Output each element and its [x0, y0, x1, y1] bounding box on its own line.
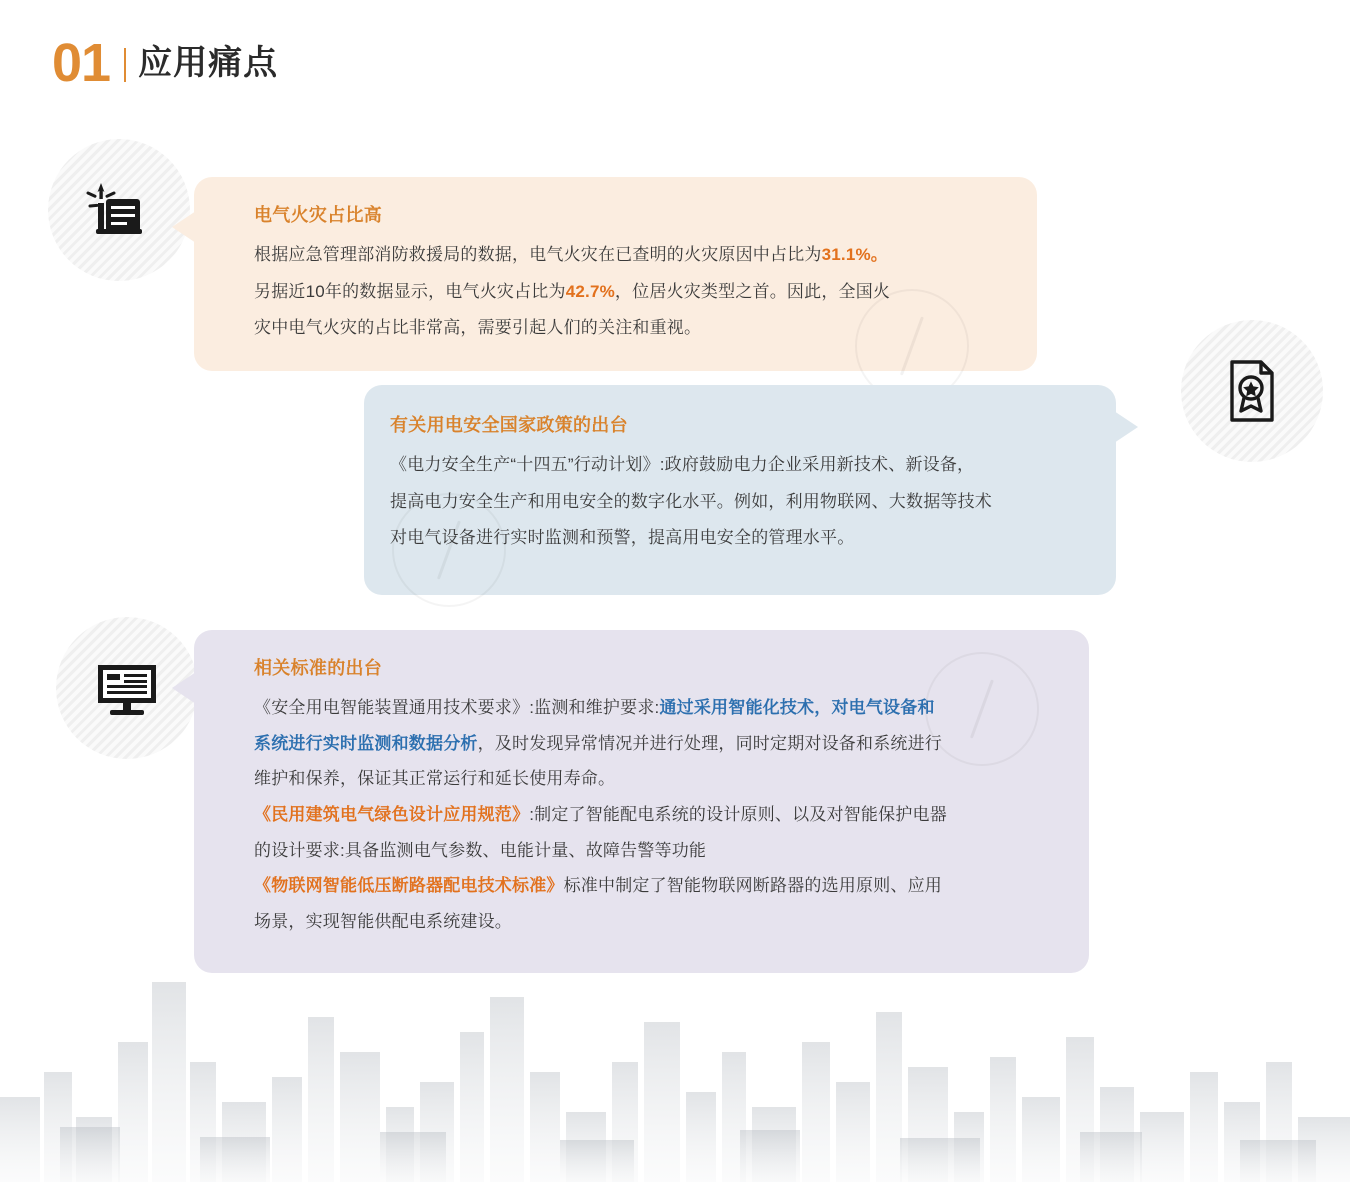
text-line: [254, 761, 1055, 797]
text-run: 另据近10年的数据显示，电气火灾占比为: [254, 281, 566, 301]
text-run: 灾中电气火灾的占比非常高，需要引起人们的关注和重视。: [254, 318, 702, 338]
text-line: [390, 447, 1086, 484]
text-line: [254, 904, 1055, 940]
text-run: 《安全用电智能装置通用技术要求》:监测和维护要求:: [254, 698, 660, 717]
text-highlight: 系统进行实时监测和数据分析: [254, 733, 478, 753]
page-header: [52, 32, 278, 94]
text-run: 根据应急管理部消防救援局的数据，电气火灾在已查明的火灾原因中占比为: [254, 245, 822, 264]
text-line: [254, 237, 1003, 274]
bubble-policy-body: [390, 447, 1086, 557]
bubble-fire-title: 电气火灾占比高: [254, 205, 383, 225]
text-line: [254, 690, 1055, 726]
certificate-document-icon: [1181, 320, 1323, 462]
text-run: ，及时发现异常情况并进行处理，同时定期对设备和系统进行: [477, 733, 943, 753]
text-line: [390, 520, 1086, 557]
text-run: 标准中制定了智能物联网断路器的选用原则、应用: [563, 876, 943, 896]
bubble-standard-tail: [172, 672, 196, 704]
text-line: [390, 484, 1086, 521]
text-run: :制定了智能配电系统的设计原则、以及对智能保护电器: [529, 805, 947, 825]
text-line: [254, 868, 1055, 904]
text-highlight: 通过采用智能化技术，对电气设备和: [659, 698, 935, 717]
text-run: 《电力安全生产“十四五”行动计划》:政府鼓励电力企业采用新技术、新设备，: [390, 455, 975, 474]
text-run: 对电气设备进行实时监测和预警，提高用电安全的管理水平。: [390, 528, 855, 548]
text-highlight: 《物联网智能低压断路器配电技术标准》: [254, 876, 564, 896]
section-number: 01: [52, 33, 111, 93]
bubble-fire: [194, 177, 1037, 371]
text-line: [254, 833, 1055, 869]
text-run: 的设计要求:具备监测电气参数、电能计量、故障告警等功能: [254, 840, 707, 860]
text-run: 提高电力安全生产和用电安全的数字化水平。例如，利用物联网、大数据等技术: [390, 491, 992, 511]
bubble-policy: [364, 385, 1116, 595]
bubble-standard: [194, 630, 1089, 973]
alarm-siren-icon: [48, 139, 190, 281]
text-line: [254, 274, 1003, 311]
bubble-policy-tail: [1114, 411, 1138, 443]
text-highlight: 42.7%: [565, 281, 615, 301]
text-highlight: 31.1%。: [821, 245, 889, 264]
bubble-policy-title: 有关用电安全国家政策的出台: [390, 415, 628, 435]
text-line: [254, 310, 1003, 347]
bubble-fire-tail: [172, 211, 196, 243]
text-line: [254, 726, 1055, 762]
header-divider: [124, 48, 126, 82]
bubble-fire-body: [254, 237, 1003, 347]
bubble-standard-body: [254, 690, 1055, 940]
text-line: [254, 797, 1055, 833]
text-run: 场景，实现智能供配电系统建设。: [254, 912, 512, 932]
bubble-standard-title: 相关标准的出台: [254, 658, 383, 678]
text-run: ，位居火灾类型之首。因此，全国火: [614, 281, 891, 301]
text-highlight: 《民用建筑电气绿色设计应用规范》: [254, 805, 530, 825]
text-run: 维护和保养，保证其正常运行和延长使用寿命。: [254, 769, 616, 789]
page-title: 应用痛点: [138, 44, 279, 82]
